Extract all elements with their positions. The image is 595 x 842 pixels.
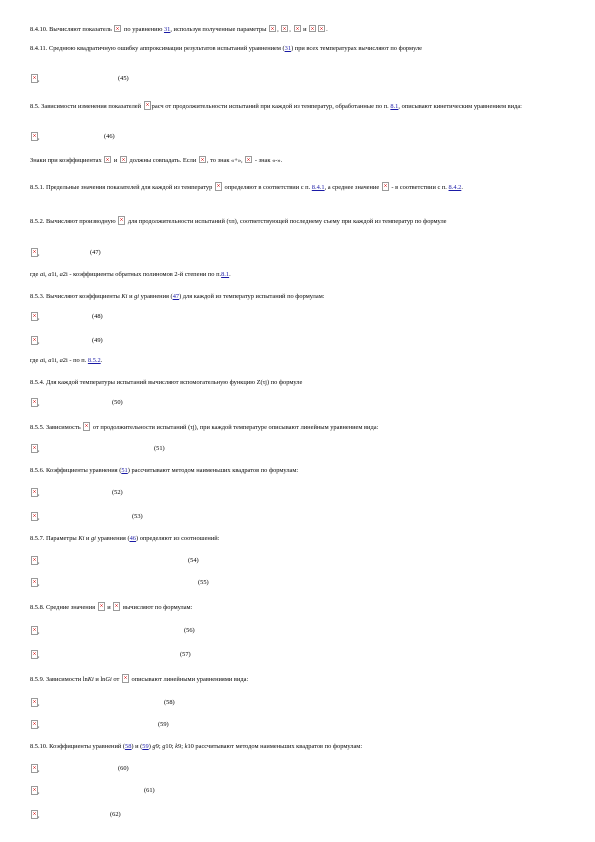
formula-48 [30, 312, 230, 322]
ref-link-31[interactable]: 31 [284, 45, 292, 52]
var: a [48, 357, 52, 364]
text: уравнения ( [139, 293, 173, 300]
formula-image-icon [31, 512, 38, 521]
comma: , [38, 401, 40, 407]
paragraph-8-5-2 [30, 216, 565, 226]
ref-link-8-1[interactable]: 8.1 [221, 271, 230, 278]
broken-image-icon [98, 602, 105, 611]
text: от [111, 676, 120, 683]
text: , а среднее значение [324, 184, 380, 191]
text: 8.5.10. Коэффициенты уравнений ( [30, 743, 126, 750]
text: соответствии с п. [399, 184, 447, 191]
broken-image-icon [215, 182, 222, 191]
comma: , [38, 77, 40, 83]
equation-number: (62) [110, 811, 121, 818]
var: a [40, 357, 44, 364]
paragraph-8-5-5 [30, 422, 565, 432]
var: a [48, 271, 52, 278]
equation-number: (46) [104, 133, 115, 140]
broken-image-icon [269, 25, 276, 32]
text: определяют в соответствии с п. [224, 184, 311, 191]
equation-number: (57) [180, 651, 191, 658]
ref-link-8-1[interactable]: 8.1 [390, 103, 399, 110]
ref-link-59[interactable]: 59 [142, 743, 149, 750]
formula-60 [30, 764, 230, 774]
broken-image-icon [382, 182, 389, 191]
paragraph-8-5-9 [30, 674, 565, 684]
text: 8.4.10. Вычисляют показатель [30, 26, 112, 33]
text: ) [148, 743, 153, 750]
text: и [127, 293, 135, 300]
comma: , [38, 515, 40, 521]
formula-image-icon [31, 810, 38, 819]
formula-image-icon [31, 720, 38, 729]
equation-number: (50) [112, 399, 123, 406]
comma: , [38, 339, 40, 345]
formula-58 [30, 698, 230, 708]
broken-image-icon [83, 422, 90, 431]
formula-image-icon [31, 74, 38, 83]
equation-number: (54) [188, 557, 199, 564]
text: Знаки при коэффициентах [30, 157, 102, 164]
text: 10 рассчитывают методом наименьших квадратов по формулам: [187, 743, 363, 750]
equation-number: (53) [132, 513, 143, 520]
text: должны совпадать. Если [129, 157, 197, 164]
paragraph-8-4-11 [30, 44, 565, 53]
text: вычисляют по формулам: [122, 604, 193, 611]
text: - по п. [67, 357, 88, 364]
text: где [30, 357, 40, 364]
text: , [398, 103, 400, 110]
equation-number: (47) [90, 249, 101, 256]
text: 8.5.1. Предельные значения показателей для каждой из температур [30, 184, 213, 191]
text: . [326, 26, 328, 33]
formula-57 [30, 650, 230, 660]
text: - коэффициенты обратных полиномов 2-й степени по п. [67, 271, 222, 278]
ref-link-8-5-2[interactable]: 8.5.2 [87, 357, 101, 364]
ref-link-46[interactable]: 46 [129, 535, 136, 542]
broken-image-icon [199, 156, 206, 163]
text: расч от продолжительности испытаний при каждой из температур, обработанные по п. [151, 103, 389, 110]
formula-46 [30, 132, 230, 142]
var: a [59, 357, 63, 364]
ref-link-47[interactable]: 47 [172, 293, 180, 300]
text: , то знак «+», [206, 157, 243, 164]
text: 8.5.2. Вычисляют производную [30, 218, 116, 225]
formula-47 [30, 248, 230, 258]
text: 8.5.5. Зависимость [30, 424, 81, 431]
comma: , [38, 813, 40, 819]
formula-image-icon [31, 132, 38, 141]
broken-image-icon [281, 25, 288, 32]
text: 10; [165, 743, 176, 750]
var: k [175, 743, 179, 750]
var: a [59, 271, 63, 278]
ref-link-8-4-2[interactable]: 8.4.2 [448, 184, 462, 191]
formula-56 [30, 626, 230, 636]
text: 2i [62, 357, 68, 364]
text: 2i [62, 271, 68, 278]
equation-number: (49) [92, 337, 103, 344]
formula-49 [30, 336, 230, 346]
formula-image-icon [31, 786, 38, 795]
text: 8.5.7. Параметры [30, 535, 79, 542]
paragraph-8-5-10 [30, 742, 565, 751]
paragraph-8-5-7 [30, 534, 565, 543]
text: 8.5.8. Средние значения [30, 604, 96, 611]
text: и [107, 604, 111, 611]
text: от продолжительности испытаний (τj), при каждой температуре описывают линейным уравнением вида: [92, 424, 379, 431]
comma: , [38, 315, 40, 321]
broken-image-icon [113, 602, 120, 611]
equation-number: (45) [118, 75, 129, 82]
comma: , [38, 135, 40, 141]
text: 1i, [51, 357, 60, 364]
broken-image-icon [144, 101, 151, 110]
text: - знак «-». [254, 157, 283, 164]
equation-number: (48) [92, 313, 103, 320]
text: ) рассчитывают методом наименьших квадратов по формулам: [127, 467, 299, 474]
formula-50 [30, 398, 230, 408]
formula-55 [30, 578, 230, 588]
text: по уравнению [124, 26, 163, 33]
comma: , [38, 629, 40, 635]
text: ) для каждой из температур испытаний по формулам: [179, 293, 325, 300]
text: ) при всех температурах вычисляют по формуле [291, 45, 423, 52]
comma: , [38, 447, 40, 453]
text: , используя полученные параметры [170, 26, 267, 33]
broken-image-icon [104, 156, 111, 163]
text: 8.5.9. Зависимости ln [30, 676, 88, 683]
text: . [100, 357, 103, 364]
paragraph-8-5-3 [30, 292, 565, 301]
equation-number: (55) [198, 579, 209, 586]
equation-number: (51) [154, 445, 165, 452]
formula-53 [30, 512, 230, 522]
ref-link-51[interactable]: 51 [121, 467, 128, 474]
text: . [461, 184, 463, 191]
comma: , [38, 559, 40, 565]
text: 8.5. Зависимости изменения показателей [30, 103, 142, 110]
equation-number: (52) [112, 489, 123, 496]
formula-54 [30, 556, 230, 566]
ref-link-58[interactable]: 58 [125, 743, 132, 750]
text: ) определяют из соотношений: [135, 535, 220, 542]
paragraph-8-5-6 [30, 466, 565, 475]
var: Ki [87, 676, 94, 683]
formula-image-icon [31, 626, 38, 635]
text: уравнения ( [95, 535, 130, 542]
text: 9; [178, 743, 185, 750]
equation-number: (59) [158, 721, 169, 728]
comma: , [38, 653, 40, 659]
broken-image-icon [118, 216, 125, 225]
formula-image-icon [31, 650, 38, 659]
broken-image-icon [114, 25, 121, 32]
text: 8.5.3. Вычисляют коэффициенты [30, 293, 122, 300]
comma: , [38, 581, 40, 587]
var: g [152, 743, 156, 750]
formula-image-icon [31, 556, 38, 565]
text: и ln [93, 676, 106, 683]
text: i, [43, 271, 49, 278]
text: 1i, [51, 271, 60, 278]
text: для продолжительности испытаний (τп), соответствующей последнему съему при каждой из температур [127, 218, 414, 225]
paragraph-8-5-8 [30, 602, 565, 612]
formula-image-icon [31, 336, 38, 345]
var: gi [90, 535, 96, 542]
formula-image-icon [31, 398, 38, 407]
broken-image-icon [294, 25, 301, 32]
broken-image-icon [318, 25, 325, 32]
text: ) и ( [131, 743, 143, 750]
broken-image-icon [245, 156, 252, 163]
text: где [30, 271, 40, 278]
text: и [303, 26, 307, 33]
var: a [40, 271, 44, 278]
ref-link-31[interactable]: 31 [163, 26, 171, 33]
var: Ki [121, 293, 128, 300]
formula-image-icon [31, 444, 38, 453]
comma: , [38, 491, 40, 497]
formula-image-icon [31, 698, 38, 707]
formula-59 [30, 720, 230, 730]
formula-61 [30, 786, 230, 796]
text: 8.5.6. Коэффициенты уравнения ( [30, 467, 122, 474]
formula-image-icon [31, 488, 38, 497]
formula-image-icon [31, 764, 38, 773]
var: k [184, 743, 188, 750]
text: - в [391, 184, 399, 191]
paragraph-8-4-10: 8.4.10. Вычисляют показатель по уравнению 31, используя полученные параметры , , и . [30, 26, 328, 33]
text: описывают линейными уравнениями вида: [131, 676, 249, 683]
equation-number: (56) [184, 627, 195, 634]
paragraph-8-5 [30, 101, 565, 111]
var: Ki [78, 535, 85, 542]
equation-number: (61) [144, 787, 155, 794]
text: по формуле [414, 218, 447, 225]
text: i, [43, 357, 49, 364]
broken-image-icon [122, 674, 129, 683]
var: Gi [105, 676, 112, 683]
text: 8.4.11. Среднюю квадратичную ошибку аппроксимации результатов испытаний уравнением ( [30, 45, 285, 52]
formula-52 [30, 488, 230, 498]
formula-image-icon [31, 312, 38, 321]
comma: , [38, 251, 40, 257]
formula-image-icon [31, 578, 38, 587]
equation-number: (60) [118, 765, 129, 772]
comma: , [38, 723, 40, 729]
formula-45 [30, 74, 230, 84]
comma: , [38, 701, 40, 707]
paragraph-8-5-1 [30, 182, 565, 192]
broken-image-icon [309, 25, 316, 32]
text: . [229, 271, 231, 278]
formula-51 [30, 444, 230, 454]
text: и [113, 157, 118, 164]
paragraph-8-5-4 [30, 378, 565, 387]
paragraph-where-49 [30, 356, 565, 365]
equation-number: (58) [164, 699, 175, 706]
text: 8.5.4. Для каждой температуры испытаний вычисляют вспомогательную функцию Z(τj) по формуле [30, 379, 303, 386]
ref-link-8-4-1[interactable]: 8.4.1 [311, 184, 325, 191]
formula-image-icon [31, 248, 38, 257]
paragraph-signs [30, 156, 565, 165]
broken-image-icon [120, 156, 127, 163]
comma: , [38, 789, 40, 795]
comma: , [38, 767, 40, 773]
text: и [84, 535, 91, 542]
formula-62 [30, 810, 230, 820]
text: 9; [155, 743, 163, 750]
paragraph-where-47 [30, 270, 565, 279]
var: gi [134, 293, 140, 300]
var: g [162, 743, 166, 750]
text: описывают кинетическим уравнением вида: [401, 103, 522, 110]
